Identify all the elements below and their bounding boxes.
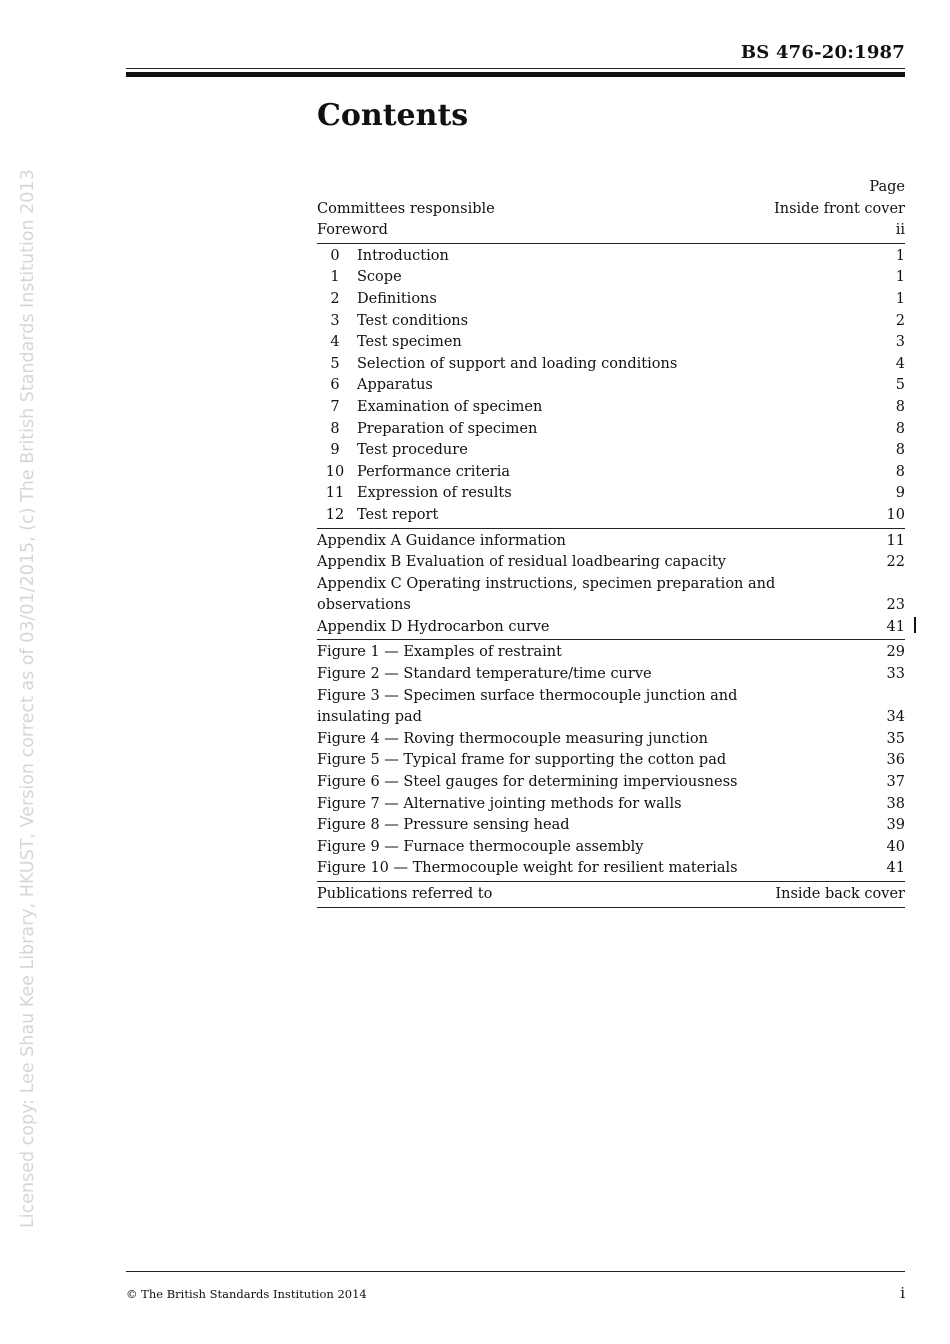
page-title: Contents: [317, 98, 469, 133]
clause-entry[interactable]: [317, 267, 905, 289]
clause-entry[interactable]: [317, 419, 905, 441]
entry-page: 1: [895, 269, 905, 286]
clause-entry[interactable]: [317, 332, 905, 354]
entry-page: 29: [886, 644, 905, 661]
entry-label: Figure 5 — Typical frame for supporting the cotton pad: [317, 752, 727, 769]
section-divider: [317, 243, 905, 244]
entry-label: Examination of specimen: [357, 398, 543, 415]
clause-number: 12: [325, 506, 345, 523]
entry-label: Appendix B Evaluation of residual loadbearing capacity: [317, 554, 726, 571]
entry-page: 41: [886, 860, 905, 877]
entry-label: Foreword: [317, 222, 388, 239]
section-divider: [317, 528, 905, 529]
entry-label: Figure 2 — Standard temperature/time curve: [317, 666, 652, 683]
figure-entry[interactable]: [317, 729, 905, 751]
entry-label: Appendix D Hydrocarbon curve: [317, 618, 550, 635]
entry-page: 11: [886, 532, 905, 549]
clause-number: 4: [330, 334, 340, 351]
clause-number: 6: [330, 377, 340, 394]
entry-label: Scope: [357, 269, 402, 286]
footer-rule: [126, 1271, 905, 1272]
toc-end-rule: [317, 907, 905, 908]
figure-entry[interactable]: [317, 642, 905, 664]
entry-page: 41: [886, 618, 905, 635]
entry-page: 9: [895, 485, 905, 502]
entry-label: Definitions: [357, 290, 437, 307]
clause-entry[interactable]: [317, 483, 905, 505]
entry-page: 38: [886, 795, 905, 812]
entry-label: Figure 7 — Alternative jointing methods for walls: [317, 795, 682, 812]
entry-page: 36: [886, 752, 905, 769]
entry-page: 10: [886, 506, 905, 523]
entry-label: Figure 6 — Steel gauges for determining imperviousness: [317, 774, 738, 791]
clause-number: 2: [330, 290, 340, 307]
entry-page: ii: [895, 222, 905, 239]
entry-label: Performance criteria: [357, 463, 511, 480]
entry-page: 22: [886, 554, 905, 571]
back-matter-list: [317, 884, 905, 906]
clause-entry[interactable]: [317, 440, 905, 462]
clause-entry[interactable]: [317, 311, 905, 333]
section-divider: [317, 639, 905, 640]
figure-entry[interactable]: [317, 837, 905, 859]
clause-entry[interactable]: [317, 289, 905, 311]
clause-entry[interactable]: [317, 246, 905, 268]
entry-page: 2: [895, 312, 905, 329]
standard-number: BS 476-20:1987: [740, 42, 905, 63]
entry-label: Figure 4 — Roving thermocouple measuring junction: [317, 730, 708, 747]
appendix-entry[interactable]: [317, 617, 905, 639]
clause-number: 0: [330, 247, 340, 264]
appendix-entry[interactable]: [317, 574, 905, 617]
entry-label: Figure 9 — Furnace thermocouple assembly: [317, 838, 644, 855]
entry-label: Figure 3 — Specimen surface thermocouple junction and insulating pad: [317, 687, 738, 726]
figure-entry[interactable]: [317, 750, 905, 772]
entry-label: Introduction: [357, 247, 449, 264]
clause-number: 1: [330, 269, 340, 286]
clause-number: 5: [330, 355, 340, 372]
figure-entry[interactable]: [317, 772, 905, 794]
entry-label: Apparatus: [357, 377, 433, 394]
entry-page: 1: [895, 247, 905, 264]
entry-page: 35: [886, 730, 905, 747]
entry-page: Inside back cover: [775, 886, 905, 902]
clause-entry[interactable]: [317, 354, 905, 376]
figure-entry[interactable]: [317, 858, 905, 880]
entry-label: Appendix C Operating instructions, specimen preparation and observations: [317, 575, 776, 614]
entry-page: 40: [886, 838, 905, 855]
clause-number: 3: [330, 312, 340, 329]
entry-page: 37: [886, 774, 905, 791]
entry-label: Figure 10 — Thermocouple weight for resilient materials: [317, 860, 738, 877]
footer-copyright: © The British Standards Institution 2014: [126, 1287, 367, 1301]
entry-page: 5: [895, 377, 905, 394]
entry-label: Appendix A Guidance information: [317, 532, 566, 549]
page-column-label: Page: [869, 179, 905, 195]
entry-page: 1: [895, 290, 905, 307]
entry-label: Test report: [357, 506, 439, 523]
entry-label: Test specimen: [357, 334, 462, 351]
front-matter-list: [317, 199, 905, 242]
entry-page: 23: [886, 597, 905, 614]
header-thick-rule: [126, 72, 905, 77]
license-watermark: Licensed copy: Lee Shau Kee Library, HKUST, Version correct as of 03/01/2015, (c) The British Standards Institution 2013: [18, 169, 38, 1228]
entry-page: 8: [895, 398, 905, 415]
header-thin-rule: [126, 68, 905, 69]
footer-page-number: i: [900, 1284, 905, 1302]
clause-entry[interactable]: [317, 397, 905, 419]
entry-label: Selection of support and loading conditions: [357, 355, 678, 372]
entry-label: Test conditions: [357, 312, 469, 329]
clause-number: 7: [330, 398, 340, 415]
entry-label: Expression of results: [357, 485, 512, 502]
appendix-entry[interactable]: [317, 552, 905, 574]
entry-label: Preparation of specimen: [357, 420, 538, 437]
entry-page: 8: [895, 463, 905, 480]
figure-entry[interactable]: [317, 686, 905, 729]
table-of-contents: [317, 177, 905, 908]
clause-list: [317, 246, 905, 527]
section-divider: [317, 881, 905, 882]
figure-entry[interactable]: [317, 794, 905, 816]
clause-number: 11: [325, 485, 345, 502]
clause-number: 8: [330, 420, 340, 437]
clause-entry[interactable]: [317, 375, 905, 397]
entry-page: 8: [895, 420, 905, 437]
entry-label: Publications referred to: [317, 886, 493, 902]
entry-label: Committees responsible: [317, 200, 495, 217]
page-column-header: [317, 177, 905, 199]
toc-entry[interactable]: [317, 199, 905, 221]
clause-entry[interactable]: [317, 462, 905, 484]
entry-page: 4: [895, 355, 905, 372]
appendix-list: [317, 531, 905, 639]
figure-entry[interactable]: [317, 664, 905, 686]
appendix-entry[interactable]: [317, 531, 905, 553]
figure-entry[interactable]: [317, 815, 905, 837]
entry-page: 34: [886, 709, 905, 726]
entry-label: Figure 8 — Pressure sensing head: [317, 817, 570, 834]
entry-page: Inside front cover: [774, 200, 905, 217]
clause-entry[interactable]: [317, 505, 905, 527]
toc-entry[interactable]: [317, 220, 905, 242]
entry-label: Figure 1 — Examples of restraint: [317, 644, 562, 661]
entry-label: Test procedure: [357, 442, 468, 459]
entry-page: 33: [886, 666, 905, 683]
entry-page: 3: [895, 334, 905, 351]
entry-page: 8: [895, 442, 905, 459]
toc-entry[interactable]: [317, 884, 905, 906]
clause-number: 10: [325, 463, 345, 480]
figure-list: [317, 642, 905, 880]
entry-page: 39: [886, 817, 905, 834]
clause-number: 9: [330, 442, 340, 459]
change-bar-marker: [914, 617, 916, 633]
